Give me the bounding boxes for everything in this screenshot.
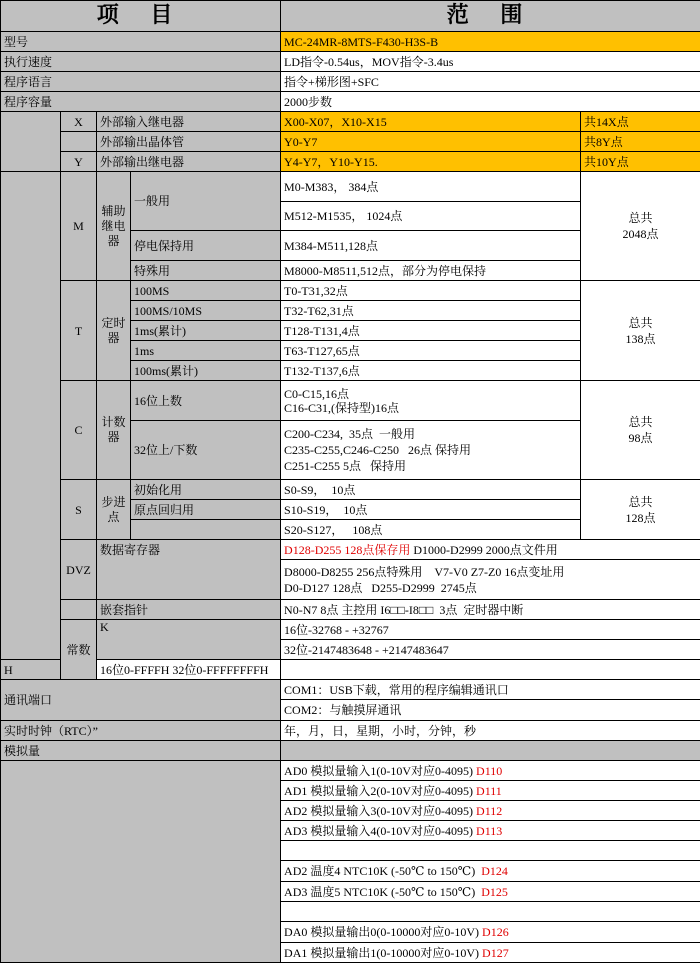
row-language bbox=[1, 72, 700, 92]
c-range-line: C0-C15,16点 bbox=[284, 387, 349, 401]
header-row bbox=[1, 1, 700, 32]
s-range: S0-S9， 10点 bbox=[281, 480, 581, 500]
c-range-16 bbox=[281, 381, 581, 421]
language-label: 程序语言 bbox=[1, 72, 281, 92]
dvz-range-1 bbox=[281, 540, 700, 560]
model-label: 型号 bbox=[1, 32, 281, 52]
m-group: 辅助继电器 bbox=[97, 172, 131, 281]
io-label: 外部输出继电器 bbox=[97, 152, 281, 172]
c-up: 16位上数 bbox=[131, 381, 281, 421]
c-total-count: 98点 bbox=[629, 431, 653, 445]
m-total-count: 2048点 bbox=[623, 227, 659, 241]
c-range-32 bbox=[281, 421, 581, 480]
t-label: 1ms bbox=[131, 341, 281, 361]
row-comm-1 bbox=[1, 680, 700, 700]
io-label: 外部输入继电器 bbox=[97, 112, 281, 132]
s-range: S10-S19， 10点 bbox=[281, 500, 581, 520]
dvz-retain-range: D128-D255 128点保存用 bbox=[284, 543, 410, 557]
row-model bbox=[1, 32, 700, 52]
io-range: Y0-Y7 bbox=[281, 132, 581, 152]
c-code: C bbox=[61, 381, 97, 480]
row-m-1 bbox=[1, 172, 700, 202]
const-label: 常数 bbox=[61, 620, 97, 680]
row-t-1 bbox=[1, 281, 700, 301]
analog-row bbox=[281, 781, 700, 801]
t-label: 100MS bbox=[131, 281, 281, 301]
c-group: 计数器 bbox=[97, 381, 131, 480]
m-range: M0-M383， 384点 bbox=[281, 172, 581, 202]
analog-row bbox=[281, 882, 700, 902]
io-total: 共10Y点 bbox=[581, 152, 700, 172]
model-value: MC-24MR-8MTS-F430-H3S-B bbox=[281, 32, 700, 52]
t-label: 100ms(累计) bbox=[131, 361, 281, 381]
dvz-range-line: D8000-D8255 256点特殊用 V7-V0 Z7-Z0 16点变址用 bbox=[284, 565, 564, 579]
row-io-y bbox=[1, 152, 700, 172]
analog-blank bbox=[281, 741, 700, 761]
analog-side bbox=[1, 761, 281, 963]
s-group: 步进点 bbox=[97, 480, 131, 540]
t-total-label: 总共 bbox=[629, 316, 653, 330]
m-total bbox=[581, 172, 700, 281]
analog-text: DA1 模拟量输出1(0-10000对应0-10V) bbox=[284, 946, 482, 960]
row-analog-0 bbox=[1, 761, 700, 781]
rtc-value: 年，月，日，星期，小时，分钟，秒 bbox=[281, 721, 700, 741]
row-analog-label bbox=[1, 741, 700, 761]
const-h: H bbox=[1, 660, 97, 680]
c-range-line: C251-C255 5点 保持用 bbox=[284, 459, 406, 473]
m-special: 特殊用 bbox=[131, 261, 281, 281]
c-range-line: C235-C255,C246-C250 26点 保持用 bbox=[284, 443, 471, 457]
analog-row bbox=[281, 922, 700, 943]
c-total-label: 总共 bbox=[629, 415, 653, 429]
s-total bbox=[581, 480, 700, 540]
header-item: 项 目 bbox=[1, 1, 281, 32]
analog-register: D112 bbox=[476, 804, 502, 818]
analog-row bbox=[281, 841, 700, 861]
speed-label: 执行速度 bbox=[1, 52, 281, 72]
speed-value: LD指令-0.54us，MOV指令-3.4us bbox=[281, 52, 700, 72]
c-range-line: C200-C234, 35点 一般用 bbox=[284, 427, 415, 441]
analog-row bbox=[281, 861, 700, 882]
const-k: K bbox=[97, 620, 281, 660]
io-label: 外部输出晶体管 bbox=[97, 132, 281, 152]
s-code: S bbox=[61, 480, 97, 540]
analog-row bbox=[281, 943, 700, 963]
analog-row bbox=[281, 801, 700, 821]
nest-label: 嵌套指针 bbox=[97, 600, 281, 620]
io-range: Y4-Y7，Y10-Y15. bbox=[281, 152, 581, 172]
m-retain: 停电保持用 bbox=[131, 231, 281, 261]
s-total-label: 总共 bbox=[629, 495, 653, 509]
analog-register: D113 bbox=[476, 824, 502, 838]
t-range: T132-T137,6点 bbox=[281, 361, 581, 381]
const-k1: 16位-32768 - +32767 bbox=[281, 620, 700, 640]
t-label: 1ms(累计) bbox=[131, 321, 281, 341]
rtc-label: 实时时钟（RTC）” bbox=[1, 721, 281, 741]
analog-text: AD0 模拟量输入1(0-10V对应0-4095) bbox=[284, 764, 476, 778]
dvz-range-2 bbox=[281, 560, 700, 600]
const-h1: 16位0-FFFFH 32位0-FFFFFFFFH bbox=[97, 660, 281, 680]
io-range: X00-X07，X10-X15 bbox=[281, 112, 581, 132]
row-nest bbox=[1, 600, 700, 620]
analog-register: D124 bbox=[481, 864, 508, 878]
analog-label: 模拟量 bbox=[1, 741, 281, 761]
dvz-range-line: D0-D127 128点 D255-D2999 2745点 bbox=[284, 581, 477, 595]
t-range: T0-T31,32点 bbox=[281, 281, 581, 301]
capacity-label: 程序容量 bbox=[1, 92, 281, 112]
io-code bbox=[61, 132, 97, 152]
analog-text: AD2 温度4 NTC10K (-50℃ to 150℃) bbox=[284, 864, 481, 878]
const-k2: 32位-2147483648 - +2147483647 bbox=[281, 640, 700, 660]
row-rtc bbox=[1, 721, 700, 741]
analog-register: D126 bbox=[482, 925, 509, 939]
c-total bbox=[581, 381, 700, 480]
io-code: Y bbox=[61, 152, 97, 172]
capacity-value: 2000步数 bbox=[281, 92, 700, 112]
language-value: 指令+梯形图+SFC bbox=[281, 72, 700, 92]
comm-com1: COM1：USB下载，常用的程序编辑通讯口 bbox=[281, 680, 700, 700]
row-io-yt bbox=[1, 132, 700, 152]
io-total: 共14X点 bbox=[581, 112, 700, 132]
t-range: T128-T131,4点 bbox=[281, 321, 581, 341]
c-updown: 32位上/下数 bbox=[131, 421, 281, 480]
analog-register: D110 bbox=[476, 764, 502, 778]
analog-row bbox=[281, 761, 700, 781]
analog-text: AD3 温度5 NTC10K (-50℃ to 150℃) bbox=[284, 885, 481, 899]
s-init: 初始化用 bbox=[131, 480, 281, 500]
analog-text: AD2 模拟量输入3(0-10V对应0-4095) bbox=[284, 804, 476, 818]
analog-text: AD1 模拟量输入2(0-10V对应0-4095) bbox=[284, 784, 476, 798]
s-total-count: 128点 bbox=[626, 511, 656, 525]
s-blank bbox=[131, 520, 281, 540]
t-total bbox=[581, 281, 700, 381]
t-range: T63-T127,65点 bbox=[281, 341, 581, 361]
m-range: M8000-M8511,512点，部分为停电保持 bbox=[281, 261, 581, 281]
m-code: M bbox=[61, 172, 97, 281]
device-blank bbox=[1, 172, 61, 660]
analog-register: D111 bbox=[476, 784, 502, 798]
m-total-label: 总共 bbox=[629, 211, 653, 225]
m-range: M512-M1535， 1024点 bbox=[281, 202, 581, 231]
s-home: 原点回归用 bbox=[131, 500, 281, 520]
row-capacity bbox=[1, 92, 700, 112]
t-code: T bbox=[61, 281, 97, 381]
nest-blank bbox=[61, 600, 97, 620]
analog-row bbox=[281, 902, 700, 922]
header-range: 范 围 bbox=[281, 1, 700, 32]
t-label: 100MS/10MS bbox=[131, 301, 281, 321]
dvz-code: DVZ bbox=[61, 540, 97, 600]
io-code: X bbox=[61, 112, 97, 132]
t-group: 定时器 bbox=[97, 281, 131, 381]
row-io-x bbox=[1, 112, 700, 132]
m-range: M384-M511,128点 bbox=[281, 231, 581, 261]
dvz-label: 数据寄存器 bbox=[97, 540, 281, 600]
comm-label: 通讯端口 bbox=[1, 680, 281, 721]
m-general: 一般用 bbox=[131, 172, 281, 231]
io-total: 共8Y点 bbox=[581, 132, 700, 152]
row-speed bbox=[1, 52, 700, 72]
comm-com2: COM2：与触摸屏通讯 bbox=[281, 700, 700, 721]
row-dvz-1 bbox=[1, 540, 700, 560]
analog-register: D127 bbox=[482, 946, 509, 960]
t-total-count: 138点 bbox=[626, 332, 656, 346]
row-const-1 bbox=[1, 620, 700, 640]
t-range: T32-T62,31点 bbox=[281, 301, 581, 321]
io-blank bbox=[1, 112, 61, 172]
dvz-file-range: D1000-D2999 2000点文件用 bbox=[410, 543, 557, 557]
analog-row bbox=[281, 821, 700, 841]
row-s-1 bbox=[1, 480, 700, 500]
row-const-3 bbox=[1, 660, 700, 680]
analog-text: AD3 模拟量输入4(0-10V对应0-4095) bbox=[284, 824, 476, 838]
nest-value: N0-N7 8点 主控用 I6□□-I8□□ 3点 定时器中断 bbox=[281, 600, 700, 620]
analog-register: D125 bbox=[481, 885, 508, 899]
analog-text: DA0 模拟量输出0(0-10000对应0-10V) bbox=[284, 925, 482, 939]
s-range: S20-S127， 108点 bbox=[281, 520, 581, 540]
c-range-line: C16-C31,(保持型)16点 bbox=[284, 401, 399, 415]
row-c-1 bbox=[1, 381, 700, 421]
